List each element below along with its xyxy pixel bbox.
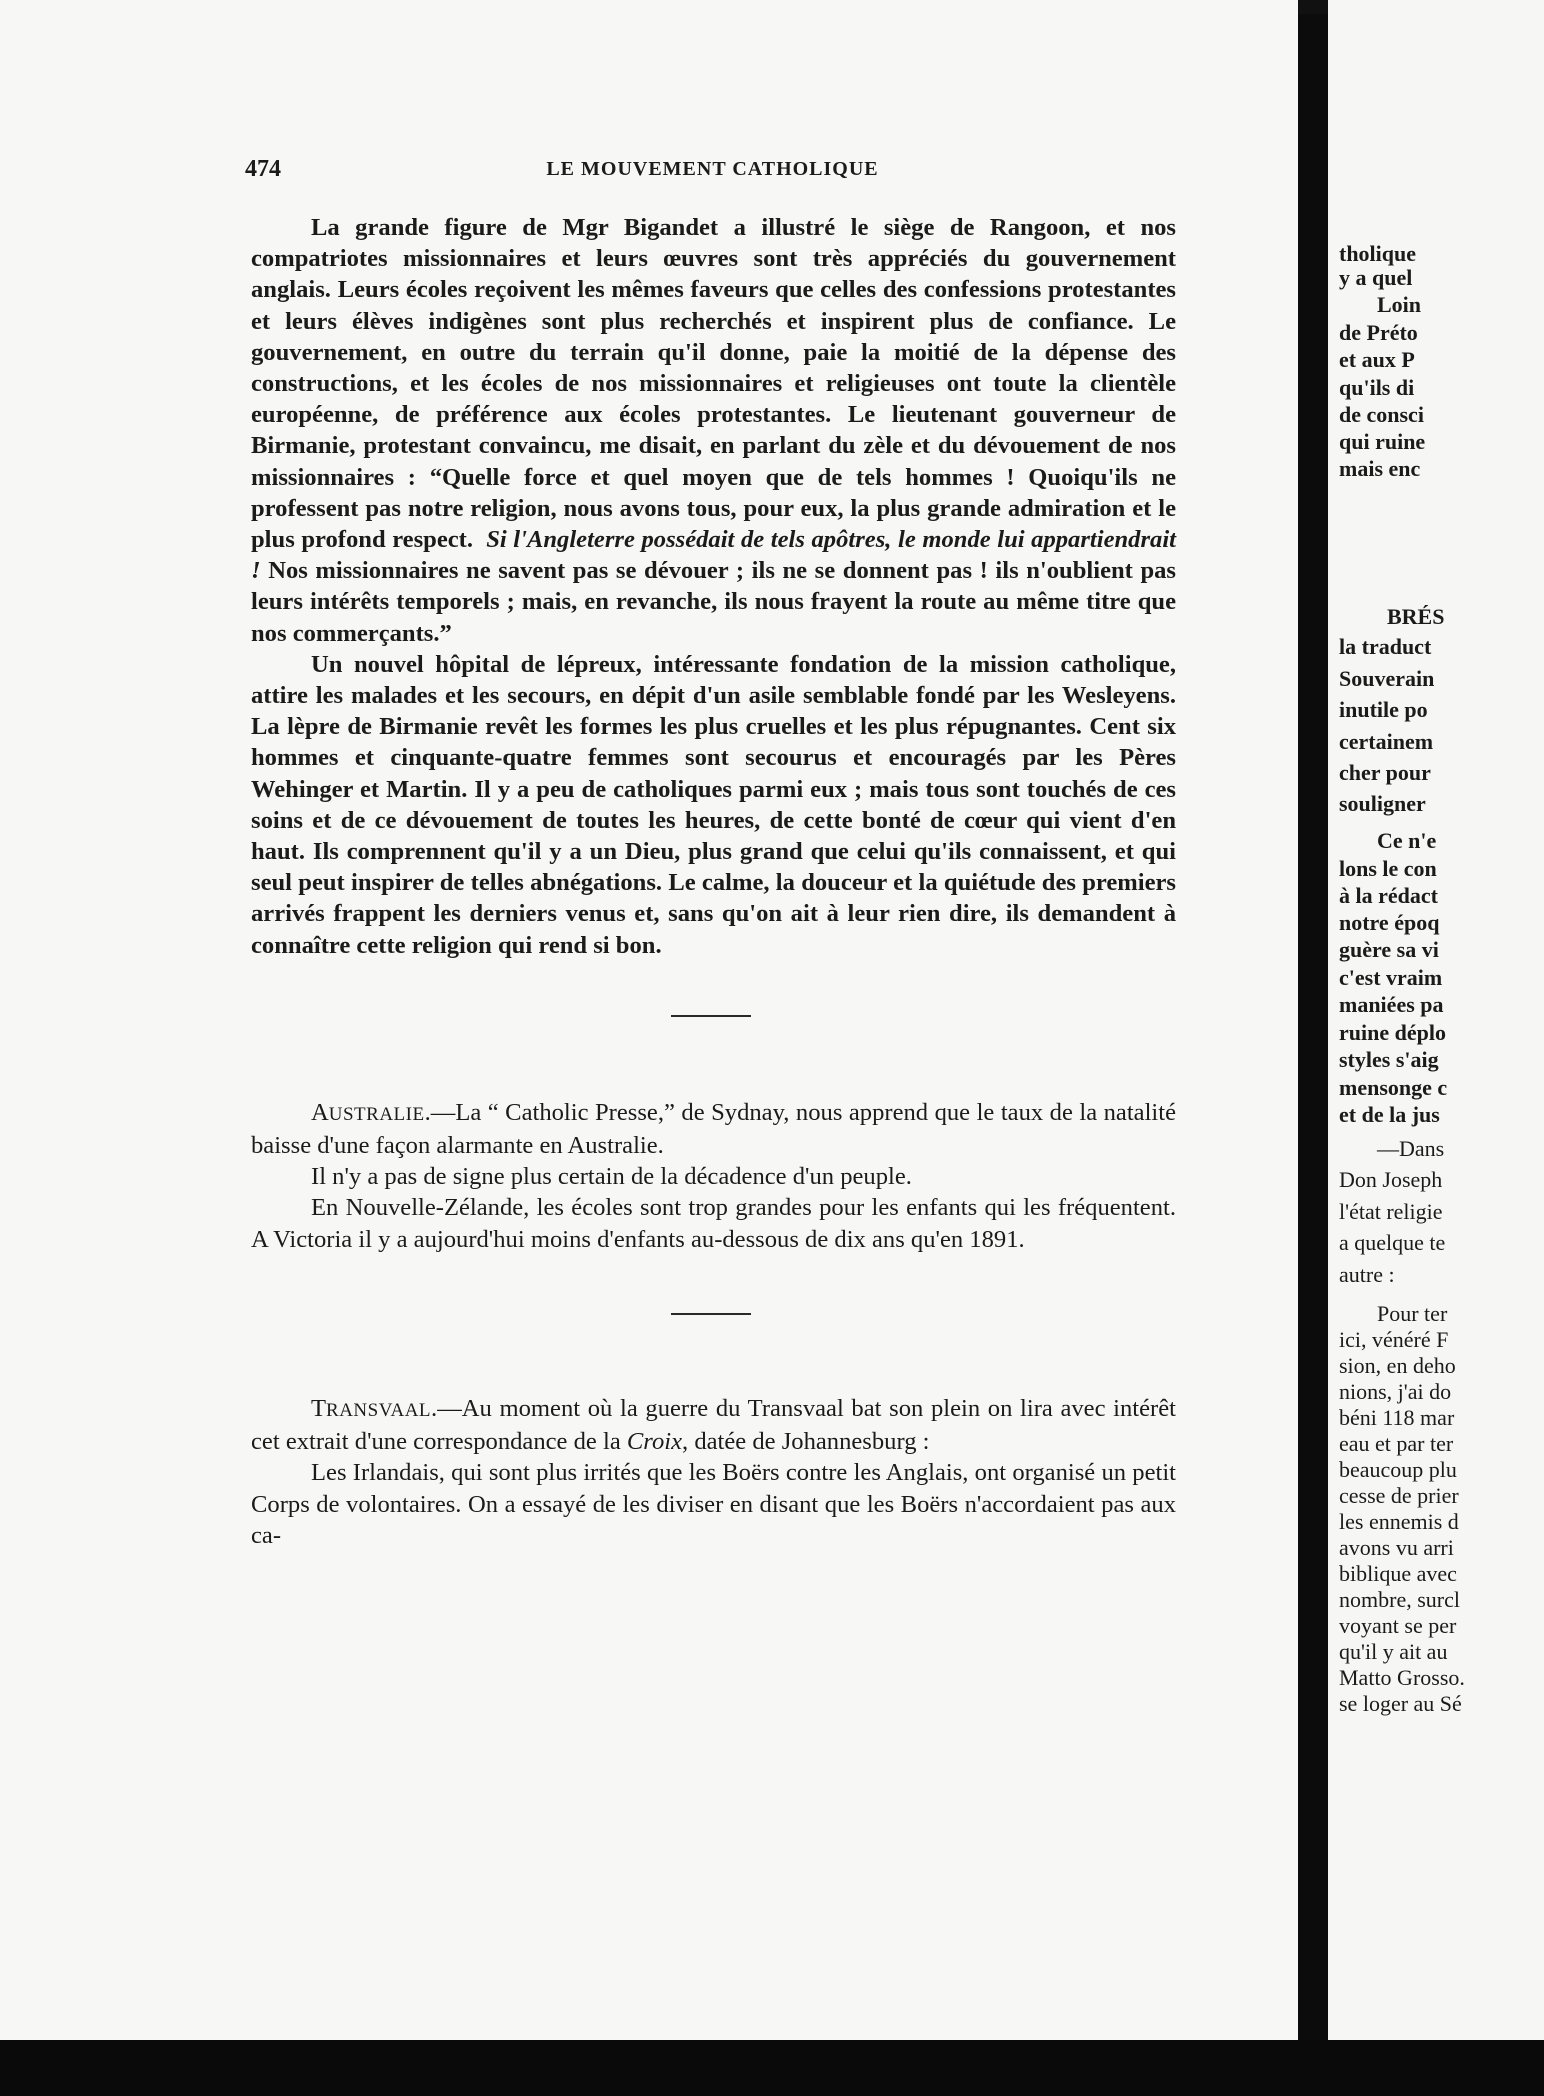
right-page-line: les ennemis d bbox=[1339, 1509, 1459, 1534]
right-page-line: a quelque te bbox=[1339, 1230, 1446, 1255]
right-page-line: beaucoup plu bbox=[1339, 1457, 1457, 1482]
book-gutter bbox=[1298, 0, 1328, 2096]
right-page-line: ici, vénéré F bbox=[1339, 1327, 1449, 1352]
right-page-line: maniées pa bbox=[1339, 992, 1444, 1017]
section-heading-australia: AUSTRALIE bbox=[311, 1098, 425, 1126]
paragraph-rangoon: La grande figure de Mgr Bigandet a illustré le siège de Rangoon, et nos compatriotes missionnaires et leurs œuvres sont très appréciés du gouvernement anglais. Leurs écoles reçoivent les mêmes faveurs que celles des confessions protestantes et leurs élèves indigènes sont plus recherchés et inspirent plus de confiance. Le gouvernement, en outre du terrain qu'il donne, paie la moitié de la dépense des constructions, et les écoles de nos missionnaires et religieuses ont toute la clientèle européenne, de préférence aux écoles protestantes. Le lieutenant gouverneur de Birmanie, protestant convaincu, me disait, en parlant du zèle et du dévouement de nos missionnaires : “Quelle force et quel moyen que de tels hommes ! Quoiqu'ils ne professent pas notre religion, nous avons tous, pour eux, la plus grande admiration et le plus profond respect. Si l'Angleterre possédait de tels apôtres, le monde lui appartiendrait ! Nos missionnaires ne savent pas se dévouer ; ils ne se donnent pas ! ils n'oublient pas leurs intérêts temporels ; mais, en revanche, ils nous frayent la route au même titre que nos commerçants.” bbox=[251, 214, 1177, 647]
right-page-line: avons vu arri bbox=[1339, 1535, 1454, 1560]
paragraph-leprosy-hospital: Un nouvel hôpital de lépreux, intéressante fondation de la mission catholique, attire les malades et les secours, en dépit d'un asile semblable fondé par les Wesleyens. La lèpre de Birmanie revêt les formes les plus cruelles et les plus répugnantes. Cent six hommes et cinquante-quatre femmes sont secourus et encouragés par les Pères Wehinger et Martin. Il y a peu de catholiques parmi eux ; mais tous sont touchés de ces soins et de ce dévouement de toutes les heures, de cette bonté de cœur qui vient d'en haut. Ils comprennent qu'il y a un Dieu, plus grand que celui qu'ils connaissent, et qui seul peut inspirer de telles abnégations. Le calme, la douceur et la quiétude des premiers arrivés frappent les derniers venus et, sans qu'on ait à leur rien dire, ils demandent à connaître cette religion qui rend si bon. bbox=[251, 650, 1176, 959]
right-page-line: et aux P bbox=[1339, 347, 1415, 372]
right-page-line: la traduct bbox=[1339, 634, 1432, 659]
right-page-line: qui ruine bbox=[1339, 429, 1426, 454]
right-page-line: et de la jus bbox=[1339, 1102, 1440, 1127]
paragraph-new-zealand: En Nouvelle-Zélande, les écoles sont trop grandes pour les enfants qui les fréquentent. A Victoria il y a aujourd'hui moins d'enfants au-dessous de dix ans qu'en 1891. bbox=[251, 1194, 1176, 1253]
paragraph-decadence: Il n'y a pas de signe plus certain de la décadence d'un peuple. bbox=[311, 1163, 912, 1191]
body-text bbox=[251, 212, 1176, 1551]
right-page-line: BRÉS bbox=[1387, 604, 1445, 629]
right-page-line: Don Joseph bbox=[1339, 1167, 1443, 1192]
right-page-line: de consci bbox=[1339, 402, 1424, 427]
right-page-line: béni 118 mar bbox=[1339, 1405, 1455, 1430]
right-page-line: voyant se per bbox=[1339, 1613, 1457, 1638]
right-page-line: l'état religie bbox=[1339, 1199, 1443, 1224]
right-page-line: mais enc bbox=[1339, 456, 1421, 481]
right-page-line: à la rédact bbox=[1339, 883, 1438, 908]
right-page-line: Loin bbox=[1377, 292, 1422, 317]
right-page-line: nombre, surcl bbox=[1339, 1587, 1460, 1612]
right-page-line: mensonge c bbox=[1339, 1075, 1448, 1100]
right-page-line: biblique avec bbox=[1339, 1561, 1457, 1586]
right-page-line: ruine déplo bbox=[1339, 1020, 1446, 1045]
right-page-line: cesse de prier bbox=[1339, 1483, 1459, 1508]
right-page-line: eau et par ter bbox=[1339, 1431, 1454, 1456]
right-page-line: cher pour bbox=[1339, 760, 1431, 785]
right-page-line: Matto Grosso. bbox=[1339, 1665, 1465, 1690]
right-page-line: certainem bbox=[1339, 729, 1434, 754]
right-page-line: guère sa vi bbox=[1339, 937, 1439, 962]
section-separator bbox=[251, 995, 1176, 1049]
right-page-line: tholique bbox=[1339, 241, 1417, 266]
running-head: LE MOUVEMENT CATHOLIQUE bbox=[546, 158, 879, 180]
right-page-line: souligner bbox=[1339, 791, 1426, 816]
page-number: 474 bbox=[245, 156, 281, 182]
right-page-line: Pour ter bbox=[1377, 1301, 1448, 1326]
right-page-line: sion, en deho bbox=[1339, 1353, 1456, 1378]
paragraph-transvaal: TRANSVAAL.—Au moment où la guerre du Transvaal bat son plein on lira avec intérêt cet extrait d'une correspondance de la Croix, datée de Johannesburg : bbox=[251, 1394, 1176, 1456]
section-heading-transvaal: TRANSVAAL bbox=[311, 1394, 432, 1422]
right-page-line: c'est vraim bbox=[1339, 965, 1443, 990]
right-page-line: notre époq bbox=[1339, 910, 1440, 935]
separator-rule bbox=[671, 1015, 751, 1017]
right-page-line: de Préto bbox=[1339, 320, 1418, 345]
right-page-line: Souverain bbox=[1339, 666, 1435, 691]
paragraph-irish: Les Irlandais, qui sont plus irrités que les Boërs contre les Anglais, ont organisé un petit Corps de volontaires. On a essayé de les diviser en disant que les Boërs n'accordaient pas aux ca- bbox=[251, 1459, 1176, 1549]
separator-rule bbox=[671, 1313, 751, 1315]
scan-bottom-border bbox=[0, 2040, 1544, 2096]
page-header bbox=[245, 156, 1180, 190]
right-page-line: inutile po bbox=[1339, 697, 1428, 722]
right-page-line: qu'ils di bbox=[1339, 375, 1415, 400]
right-page-line: styles s'aig bbox=[1339, 1047, 1439, 1072]
right-page-line: y a quel bbox=[1339, 265, 1413, 290]
right-page-line: —Dans bbox=[1377, 1136, 1445, 1161]
right-page-line: nions, j'ai do bbox=[1339, 1379, 1452, 1404]
section-separator bbox=[251, 1293, 1176, 1347]
right-page-line: autre : bbox=[1339, 1262, 1395, 1287]
right-page-line: Ce n'e bbox=[1377, 828, 1437, 853]
right-page-line: qu'il y ait au bbox=[1339, 1639, 1448, 1664]
right-page-line: se loger au Sé bbox=[1339, 1691, 1462, 1716]
paragraph-australia: AUSTRALIE.—La “ Catholic Presse,” de Sydnay, nous apprend que le taux de la natalité baisse d'une façon alarmante en Australie. bbox=[251, 1098, 1176, 1160]
italic-quote: Si l'Angleterre possédait de tels apôtres, le monde lui appartiendrait ! bbox=[251, 526, 1177, 585]
right-page-line: lons le con bbox=[1339, 856, 1437, 881]
